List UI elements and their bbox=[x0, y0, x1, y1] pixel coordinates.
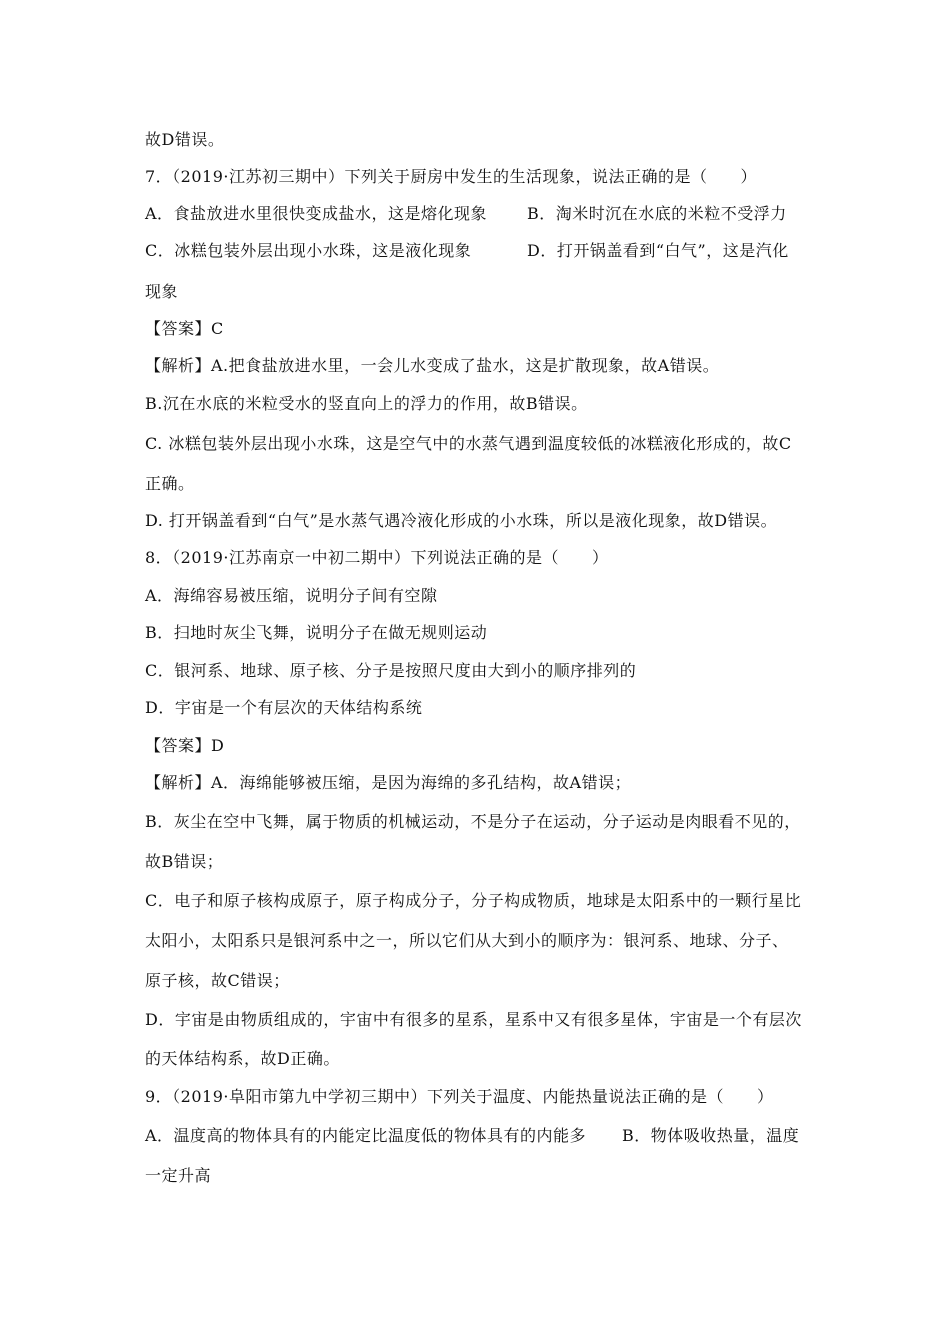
question-7-explanation: C. 冰糕包装外层出现小水珠，这是空气中的水蒸气遇到温度较低的冰糕液化形成的，故C bbox=[145, 434, 792, 453]
question-7-option-d-continued: 现象 bbox=[145, 282, 179, 301]
question-8-option-c: C．银河系、地球、原子核、分子是按照尺度由大到小的顺序排列的 bbox=[145, 661, 637, 680]
question-7-explanation: B.沉在水底的米粒受水的竖直向上的浮力的作用，故B错误。 bbox=[145, 394, 588, 413]
question-8-explanation: D．宇宙是由物质组成的，宇宙中有很多的星系，星系中又有很多星体，宇宙是一个有层次 bbox=[145, 1010, 802, 1029]
question-7-answer: 【答案】C bbox=[145, 319, 224, 338]
question-7-stem: 7．（2019·江苏初三期中）下列关于厨房中发生的生活现象，说法正确的是（ ） bbox=[145, 167, 757, 186]
question-8-answer: 【答案】D bbox=[145, 736, 225, 755]
question-8-explanation: 原子核，故C错误； bbox=[145, 971, 290, 990]
question-8-stem: 8．（2019·江苏南京一中初二期中）下列说法正确的是（ ） bbox=[145, 548, 609, 567]
question-7-option-a: A．食盐放进水里很快变成盐水，这是熔化现象 bbox=[145, 204, 488, 223]
question-9-option-b: B．物体吸收热量，温度 bbox=[622, 1126, 800, 1145]
question-9-option-b-continued: 一定升高 bbox=[145, 1166, 212, 1185]
question-8-explanation: 故B错误； bbox=[145, 852, 224, 871]
question-8-explanation: B．灰尘在空中飞舞，属于物质的机械运动，不是分子在运动，分子运动是肉眼看不见的， bbox=[145, 812, 801, 831]
question-8-option-d: D．宇宙是一个有层次的天体结构系统 bbox=[145, 698, 423, 717]
question-8-explanation: 【解析】A．海绵能够被压缩，是因为海绵的多孔结构，故A错误； bbox=[145, 773, 632, 792]
question-8-explanation: C．电子和原子核构成原子，原子构成分子，分子构成物质，地球是太阳系中的一颗行星比 bbox=[145, 891, 802, 910]
question-7-explanation: 【解析】A.把食盐放进水里，一会儿水变成了盐水，这是扩散现象，故A错误。 bbox=[145, 356, 720, 375]
question-7-explanation: D. 打开锅盖看到“白气”是水蒸气遇冷液化形成的小水珠，所以是液化现象，故D错误。 bbox=[145, 511, 778, 530]
question-7-option-c: C．冰糕包装外层出现小水珠，这是液化现象 bbox=[145, 241, 472, 260]
text-line: 故D错误。 bbox=[145, 130, 225, 149]
question-7-option-d: D．打开锅盖看到“白气”，这是汽化 bbox=[527, 241, 789, 260]
question-8-explanation: 的天体结构系，故D正确。 bbox=[145, 1049, 340, 1068]
question-8-option-b: B．扫地时灰尘飞舞，说明分子在做无规则运动 bbox=[145, 623, 488, 642]
question-8-option-a: A．海绵容易被压缩，说明分子间有空隙 bbox=[145, 586, 438, 605]
question-8-explanation: 太阳小，太阳系只是银河系中之一，所以它们从大到小的顺序为：银河系、地球、分子、 bbox=[145, 931, 789, 950]
question-7-explanation: 正确。 bbox=[145, 474, 195, 493]
question-7-option-b: B．淘米时沉在水底的米粒不受浮力 bbox=[527, 204, 787, 223]
question-9-option-a: A．温度高的物体具有的内能定比温度低的物体具有的内能多 bbox=[145, 1126, 587, 1145]
question-9-stem: 9．（2019·阜阳市第九中学初三期中）下列关于温度、内能热量说法正确的是（ ） bbox=[145, 1087, 774, 1106]
